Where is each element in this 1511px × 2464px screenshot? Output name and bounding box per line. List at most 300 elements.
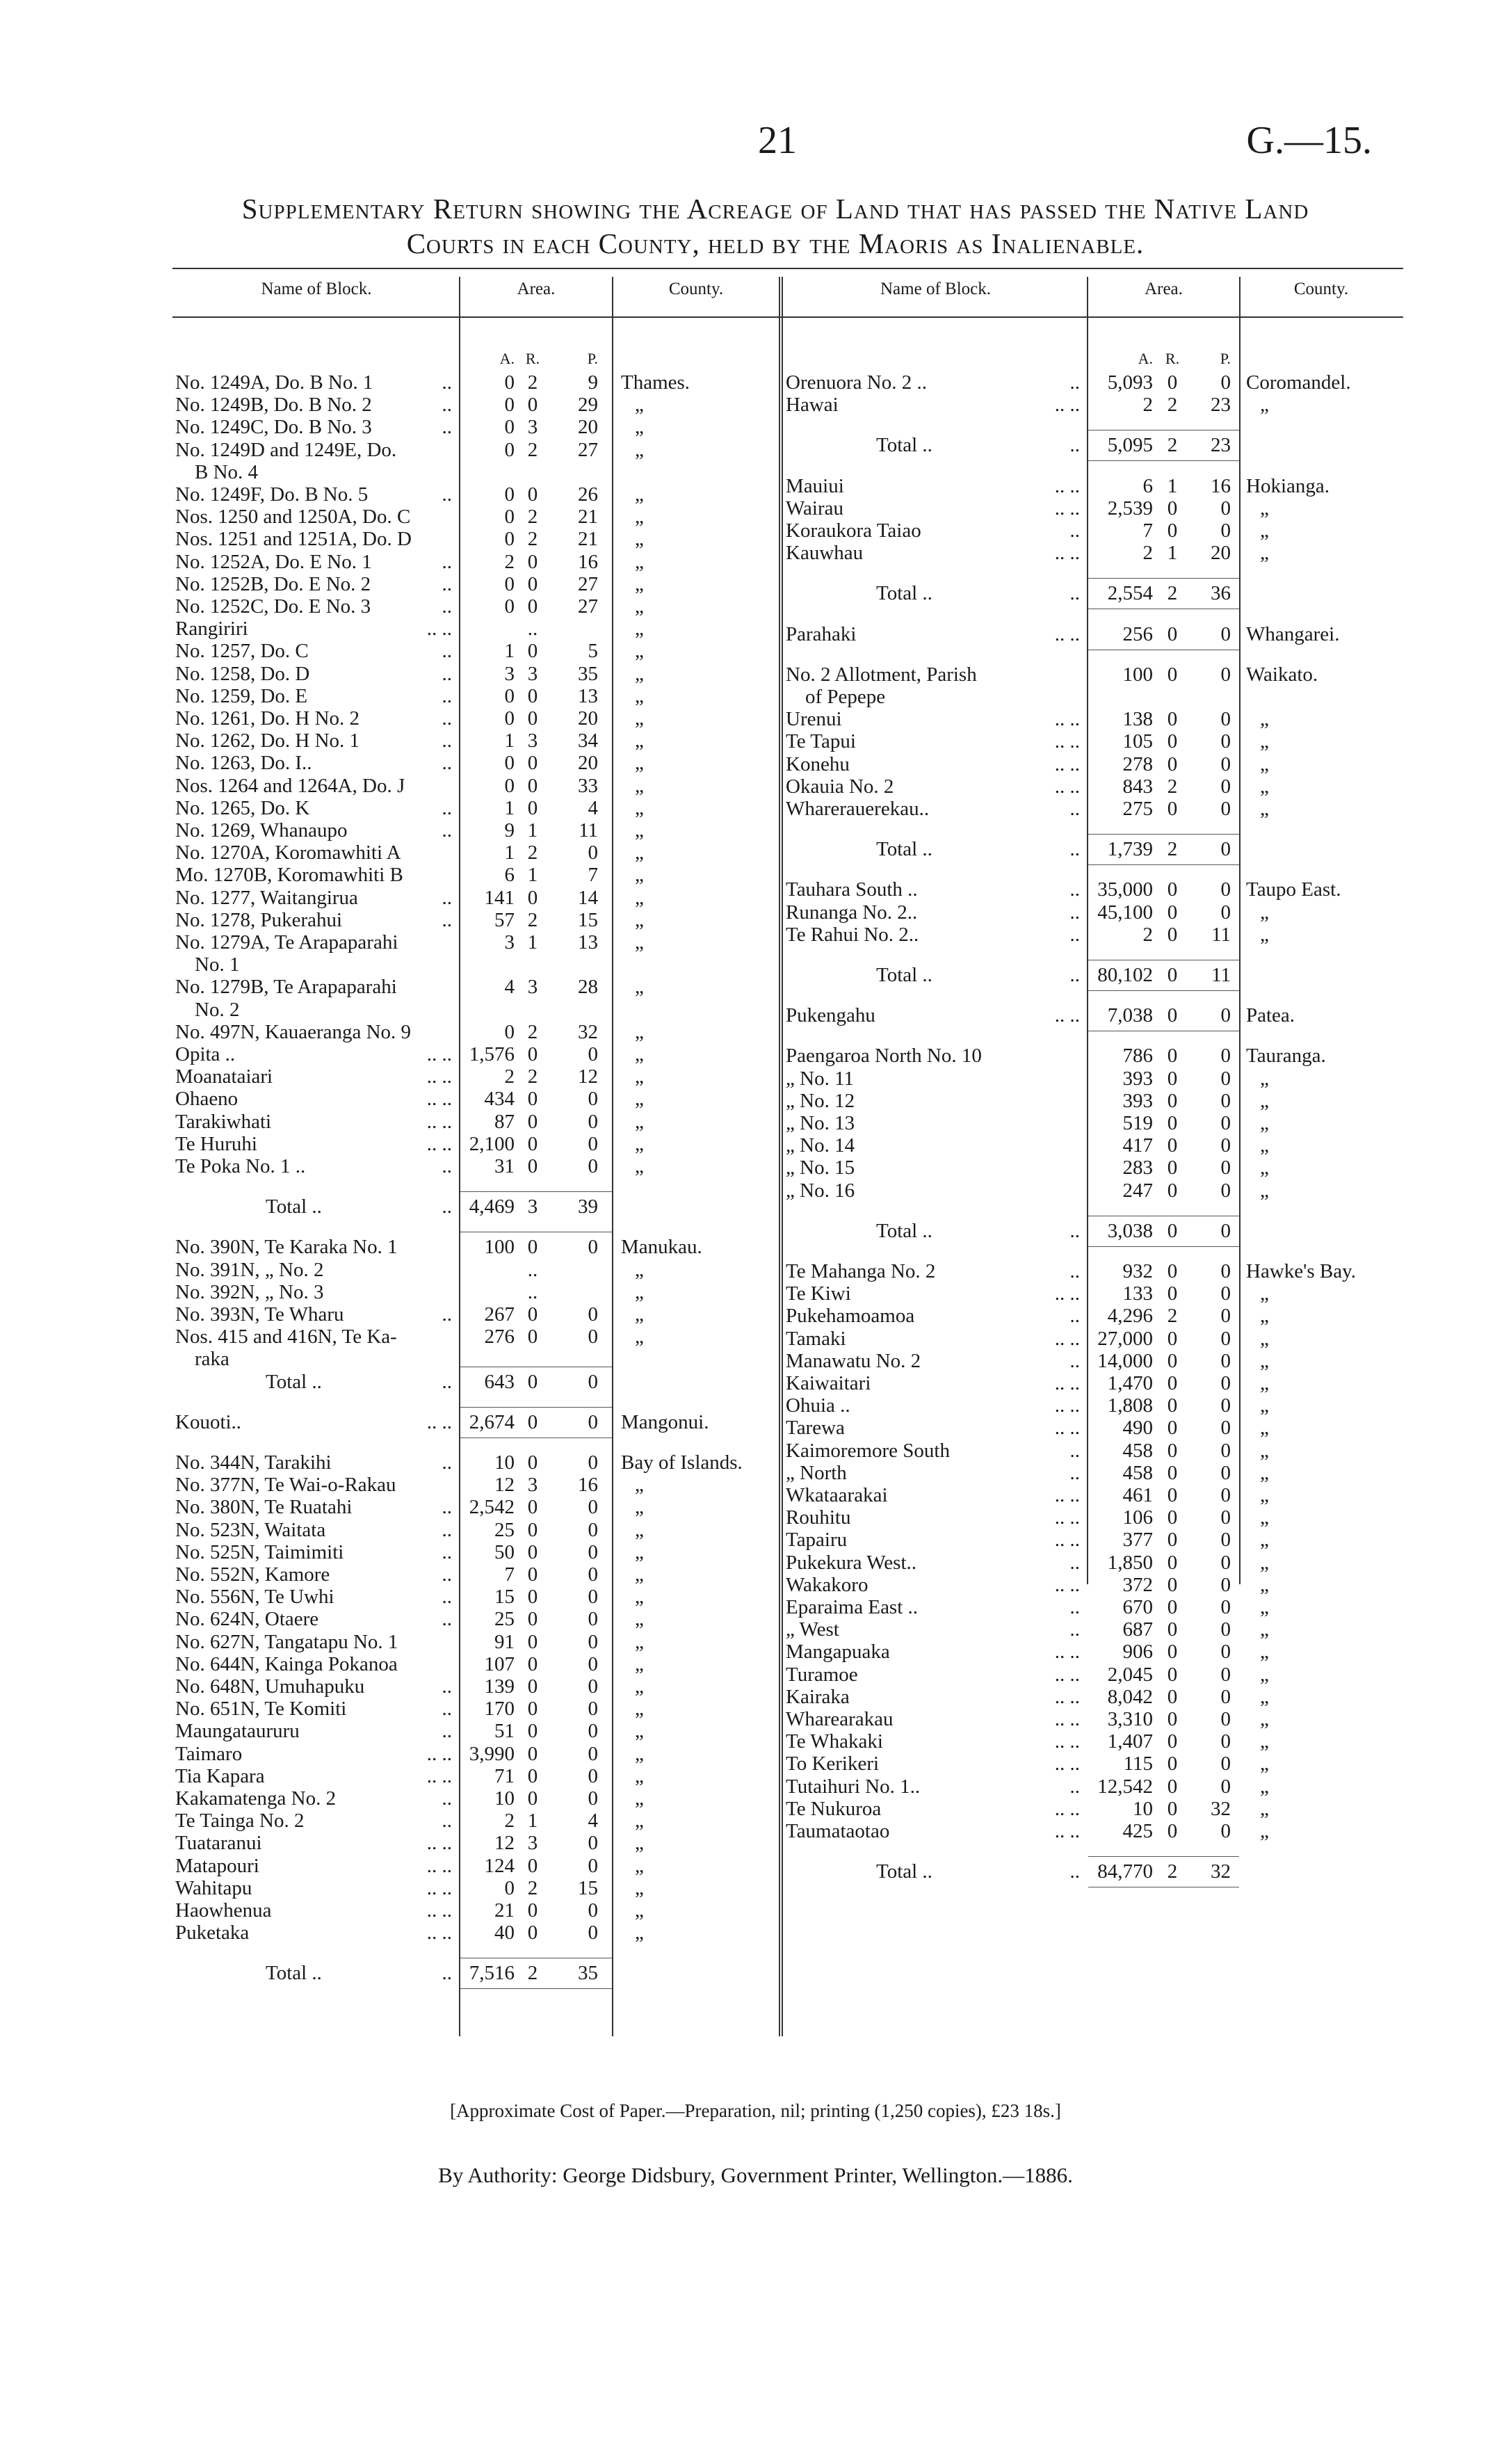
unit-roods: R. xyxy=(1165,350,1180,367)
leader-dots: .. .. xyxy=(426,1043,452,1065)
area-acres: 10 xyxy=(1133,1797,1153,1820)
block-name: Nos. 1251 and 1251A, Do. D xyxy=(175,528,412,551)
leader-dots: .. xyxy=(1069,1618,1080,1641)
area-acres: 0 xyxy=(504,774,515,797)
area-roods: 0 xyxy=(527,1608,538,1631)
area-roods: 2 xyxy=(527,1020,538,1043)
area-perches: 0 xyxy=(1220,775,1231,798)
block-name: Pukehamoamoa xyxy=(786,1305,915,1328)
area-perches: 0 xyxy=(1220,663,1231,686)
area-acres: 31 xyxy=(494,1155,515,1177)
area-roods: 0 xyxy=(1167,1067,1178,1090)
area-acres: 84,770 xyxy=(1097,1860,1153,1883)
block-name: No. 1252C, Do. E No. 3 xyxy=(175,595,371,618)
area-perches: 16 xyxy=(1211,474,1231,497)
area-perches: 0 xyxy=(588,1698,598,1721)
county-name: „ xyxy=(1260,542,1269,565)
county-name: Bay of Islands. xyxy=(621,1451,743,1474)
area-perches: 0 xyxy=(1220,1551,1231,1574)
leader-dots: .. .. xyxy=(426,1764,452,1787)
area-acres: 2,554 xyxy=(1107,582,1153,605)
cost-footnote: [Approximate Cost of Paper.—Preparation, nil; printing (1,250 copies), £23 18s.] xyxy=(450,2100,1061,2121)
area-acres: 40 xyxy=(494,1922,515,1944)
area-roods: 2 xyxy=(527,528,538,551)
block-name: No. 392N, „ No. 3 xyxy=(175,1280,324,1303)
left-header-county: County. xyxy=(668,280,724,298)
county-name: „ xyxy=(1260,1349,1269,1372)
leader-dots: .. xyxy=(442,1586,452,1609)
county-name: „ xyxy=(1260,1417,1269,1440)
block-name: „ No. 12 xyxy=(786,1089,855,1112)
area-perches: 4 xyxy=(588,1810,598,1833)
area-perches: 0 xyxy=(1220,730,1231,753)
area-roods: 0 xyxy=(1167,708,1178,731)
leader-dots: .. .. xyxy=(1054,708,1080,731)
area-roods: 0 xyxy=(527,1303,538,1326)
area-roods: 0 xyxy=(527,1132,538,1155)
county-name: „ xyxy=(635,394,644,417)
area-roods: 2 xyxy=(1167,1860,1178,1883)
county-name: „ xyxy=(635,1043,644,1065)
county-name: „ xyxy=(1260,1663,1269,1686)
county-name: „ xyxy=(635,976,644,999)
leader-dots: .. .. xyxy=(1054,1394,1080,1417)
area-acres: 0 xyxy=(504,1020,515,1043)
area-perches: 0 xyxy=(1220,1157,1231,1179)
block-name: No. 556N, Te Uwhi xyxy=(175,1586,334,1609)
county-name: „ xyxy=(635,528,644,551)
block-name: To Kerikeri xyxy=(786,1753,880,1775)
area-roods: 0 xyxy=(527,774,538,797)
area-perches: 20 xyxy=(578,416,598,439)
area-roods: 0 xyxy=(527,1326,538,1348)
area-roods: 2 xyxy=(527,908,538,931)
block-name: Koraukora Taiao xyxy=(786,520,921,542)
area-roods: 0 xyxy=(1167,1219,1178,1242)
area-acres: 643 xyxy=(484,1370,515,1393)
county-name: „ xyxy=(635,1764,644,1787)
county-name: „ xyxy=(635,1675,644,1698)
area-roods: 0 xyxy=(1167,622,1178,645)
leader-dots: .. xyxy=(1069,1551,1080,1574)
county-name: „ xyxy=(1260,775,1269,798)
area-acres: 2 xyxy=(1142,542,1153,565)
area-acres: 283 xyxy=(1122,1157,1153,1179)
area-perches: 27 xyxy=(578,595,598,618)
area-perches: 0 xyxy=(588,1236,598,1259)
area-perches: 0 xyxy=(1220,1730,1231,1753)
area-acres: 3,990 xyxy=(469,1742,515,1765)
county-name: „ xyxy=(635,1742,644,1765)
leader-dots: .. xyxy=(442,1195,452,1218)
county-name: „ xyxy=(635,1720,644,1743)
area-acres: 1,808 xyxy=(1107,1394,1153,1417)
block-name: No. 380N, Te Ruatahi xyxy=(175,1496,353,1519)
block-name: Moanataiari xyxy=(175,1065,273,1088)
area-roods: 1 xyxy=(527,819,538,842)
area-acres: 170 xyxy=(484,1698,515,1721)
block-name: Total .. xyxy=(876,964,932,986)
leader-dots: .. .. xyxy=(1054,1753,1080,1775)
area-perches: 0 xyxy=(588,1303,598,1326)
area-acres: 3,310 xyxy=(1107,1708,1153,1730)
county-name: „ xyxy=(1260,1282,1269,1305)
table-top-rule xyxy=(172,268,1403,269)
leader-dots: .. xyxy=(1069,1596,1080,1618)
area-acres: 10 xyxy=(494,1787,515,1810)
leader-dots: .. .. xyxy=(1054,1529,1080,1552)
county-name: „ xyxy=(635,1832,644,1855)
leader-dots: .. xyxy=(442,1518,452,1541)
area-acres: 0 xyxy=(504,684,515,707)
county-name: „ xyxy=(635,1326,644,1348)
block-name: No. 624N, Otaere xyxy=(175,1608,319,1631)
area-perches: 0 xyxy=(588,1764,598,1787)
area-perches: 34 xyxy=(578,730,598,752)
block-name: Tapairu xyxy=(786,1529,848,1552)
county-name: Coromandel. xyxy=(1246,371,1351,394)
area-roods: 0 xyxy=(527,572,538,595)
area-roods: 0 xyxy=(1167,1372,1178,1394)
leader-dots: .. xyxy=(442,730,452,752)
left-area-county-divider xyxy=(612,277,613,2036)
area-roods: 0 xyxy=(1167,1282,1178,1305)
area-perches: 0 xyxy=(1220,1685,1231,1708)
block-name: No. 1263, Do. I.. xyxy=(175,752,312,775)
total-rule xyxy=(1088,1856,1239,1857)
county-name: „ xyxy=(635,506,644,529)
area-acres: 10 xyxy=(494,1451,515,1474)
area-perches: 29 xyxy=(578,394,598,417)
leader-dots: .. .. xyxy=(1054,622,1080,645)
block-name: Te Rahui No. 2.. xyxy=(786,923,919,946)
leader-dots: .. xyxy=(442,886,452,909)
county-name: „ xyxy=(635,1854,644,1877)
area-perches: 0 xyxy=(1220,1219,1231,1242)
section-rule xyxy=(1088,864,1239,865)
leader-dots: .. xyxy=(442,640,452,663)
area-perches: 0 xyxy=(588,1630,598,1653)
area-acres: 87 xyxy=(494,1110,515,1133)
section-rule xyxy=(1088,460,1239,461)
area-perches: 0 xyxy=(1220,752,1231,775)
area-acres: 461 xyxy=(1122,1484,1153,1506)
area-perches: 7 xyxy=(588,864,598,887)
county-name: „ xyxy=(1260,1305,1269,1328)
area-acres: 843 xyxy=(1122,775,1153,798)
area-acres: 12 xyxy=(494,1474,515,1497)
area-acres: 1 xyxy=(504,796,515,819)
area-perches: 0 xyxy=(1220,1641,1231,1664)
block-name: „ No. 13 xyxy=(786,1112,855,1134)
leader-dots: .. xyxy=(442,1962,452,1985)
area-perches: 0 xyxy=(1220,1506,1231,1529)
area-acres: 377 xyxy=(1122,1529,1153,1552)
county-name: „ xyxy=(635,707,644,730)
block-name: Wahitapu xyxy=(175,1876,252,1899)
area-roods: 0 xyxy=(1167,798,1178,820)
county-name: „ xyxy=(1260,1685,1269,1708)
block-name: raka xyxy=(195,1348,229,1371)
county-name: „ xyxy=(1260,708,1269,731)
block-name: Nos. 1264 and 1264A, Do. J xyxy=(175,774,405,797)
county-name: „ xyxy=(635,796,644,819)
block-name: No. 391N, „ No. 2 xyxy=(175,1258,324,1281)
area-acres: 27,000 xyxy=(1097,1327,1153,1350)
area-perches: 0 xyxy=(588,1675,598,1698)
leader-dots: .. xyxy=(1069,582,1080,605)
area-roods: 0 xyxy=(1167,1753,1178,1775)
block-name: of Pepepe xyxy=(805,686,886,708)
county-name: „ xyxy=(635,483,644,506)
leader-dots: .. .. xyxy=(1054,1641,1080,1664)
area-perches: 23 xyxy=(1211,434,1231,457)
county-name: Hawke's Bay. xyxy=(1246,1260,1356,1282)
area-perches: 0 xyxy=(588,1540,598,1563)
area-perches: 33 xyxy=(578,774,598,797)
block-name: Rangiriri xyxy=(175,618,248,641)
county-name: „ xyxy=(635,1303,644,1326)
area-acres: 106 xyxy=(1122,1506,1153,1529)
area-perches: 0 xyxy=(588,1586,598,1609)
area-roods: .. xyxy=(527,1258,538,1281)
area-acres: 25 xyxy=(494,1518,515,1541)
block-name: Kaiwaitari xyxy=(786,1372,871,1394)
area-perches: 0 xyxy=(1220,1260,1231,1282)
block-name: No. 1259, Do. E xyxy=(175,684,308,707)
leader-dots: .. xyxy=(442,796,452,819)
county-name: „ xyxy=(635,618,644,641)
block-name: No. 2 xyxy=(195,998,240,1021)
area-acres: 0 xyxy=(504,438,515,461)
leader-dots: .. xyxy=(1069,1305,1080,1328)
leader-dots: .. xyxy=(442,662,452,685)
leader-dots: .. .. xyxy=(426,1065,452,1088)
county-name: „ xyxy=(1260,520,1269,542)
area-acres: 138 xyxy=(1122,708,1153,731)
area-perches: 0 xyxy=(588,1899,598,1922)
area-acres: 3 xyxy=(504,662,515,685)
leader-dots: .. .. xyxy=(1054,775,1080,798)
area-roods: 0 xyxy=(1167,1573,1178,1596)
leader-dots: .. .. xyxy=(426,1854,452,1877)
area-acres: 7 xyxy=(504,1563,515,1586)
area-roods: 0 xyxy=(1167,752,1178,775)
county-name: „ xyxy=(635,752,644,775)
area-perches: 0 xyxy=(1220,1327,1231,1350)
area-acres: 133 xyxy=(1122,1282,1153,1305)
leader-dots: .. xyxy=(1069,434,1080,457)
leader-dots: .. .. xyxy=(426,618,452,641)
area-perches: 0 xyxy=(1220,622,1231,645)
document-reference: G.—15. xyxy=(1246,119,1372,162)
area-roods: 0 xyxy=(1167,1641,1178,1664)
block-name: No. 393N, Te Wharu xyxy=(175,1303,344,1326)
county-name: „ xyxy=(635,1518,644,1541)
area-roods: 1 xyxy=(1167,474,1178,497)
area-roods: 0 xyxy=(1167,1797,1178,1820)
block-name: No. 344N, Tarakihi xyxy=(175,1451,332,1474)
area-roods: 0 xyxy=(527,1764,538,1787)
area-perches: 20 xyxy=(578,707,598,730)
block-name: „ No. 15 xyxy=(786,1157,855,1179)
area-acres: 7 xyxy=(1142,520,1153,542)
area-roods: 2 xyxy=(1167,1305,1178,1328)
leader-dots: .. xyxy=(1069,798,1080,820)
area-acres: 141 xyxy=(484,886,515,909)
leader-dots: .. xyxy=(442,371,452,394)
area-roods: 0 xyxy=(527,1899,538,1922)
block-name: Te Poka No. 1 .. xyxy=(175,1155,306,1177)
county-name: „ xyxy=(1260,798,1269,820)
county-name: „ xyxy=(635,1110,644,1133)
block-name: Maungataururu xyxy=(175,1720,300,1743)
county-name: „ xyxy=(1260,1394,1269,1417)
area-perches: 0 xyxy=(1220,1282,1231,1305)
county-name: „ xyxy=(1260,923,1269,946)
area-perches: 0 xyxy=(1220,1112,1231,1134)
area-roods: 0 xyxy=(527,1675,538,1698)
county-name: „ xyxy=(1260,1327,1269,1350)
county-name: „ xyxy=(635,1132,644,1155)
county-name: „ xyxy=(635,1496,644,1519)
county-name: „ xyxy=(635,438,644,461)
area-perches: 0 xyxy=(1220,1417,1231,1440)
block-name: Total .. xyxy=(876,1860,932,1883)
area-perches: 20 xyxy=(578,752,598,775)
area-roods: 0 xyxy=(527,1652,538,1675)
area-roods: .. xyxy=(527,1280,538,1303)
area-acres: 5,095 xyxy=(1107,434,1153,457)
area-acres: 15 xyxy=(494,1586,515,1609)
leader-dots: .. xyxy=(442,1698,452,1721)
area-acres: 124 xyxy=(484,1854,515,1877)
area-acres: 0 xyxy=(504,572,515,595)
area-roods: 0 xyxy=(1167,497,1178,520)
area-acres: 80,102 xyxy=(1097,964,1153,986)
area-perches: 0 xyxy=(1220,1461,1231,1484)
county-name: „ xyxy=(1260,1112,1269,1134)
block-name: Hawai xyxy=(786,394,839,417)
block-name: No. 1258, Do. D xyxy=(175,662,310,685)
area-perches: 32 xyxy=(1211,1860,1231,1883)
area-acres: 0 xyxy=(504,394,515,417)
block-name: Pukengahu xyxy=(786,1004,875,1027)
block-name: Parahaki xyxy=(786,622,857,645)
area-roods: 0 xyxy=(527,1540,538,1563)
area-roods: 0 xyxy=(527,796,538,819)
area-roods: 0 xyxy=(1167,1045,1178,1068)
leader-dots: .. .. xyxy=(1054,542,1080,565)
block-name: No. 1261, Do. H No. 2 xyxy=(175,707,360,730)
county-name: „ xyxy=(1260,1753,1269,1775)
county-name: „ xyxy=(635,662,644,685)
block-name: Konehu xyxy=(786,752,850,775)
area-roods: 0 xyxy=(527,1742,538,1765)
area-perches: 0 xyxy=(1220,1394,1231,1417)
block-name: „ No. 14 xyxy=(786,1134,855,1157)
county-name: „ xyxy=(635,1088,644,1111)
area-perches: 14 xyxy=(578,886,598,909)
county-name: „ xyxy=(635,1474,644,1497)
county-name: „ xyxy=(635,572,644,595)
area-perches: 0 xyxy=(1220,1089,1231,1112)
county-name: „ xyxy=(1260,497,1269,520)
leader-dots: .. xyxy=(442,1675,452,1698)
area-perches: 0 xyxy=(1220,520,1231,542)
area-perches: 27 xyxy=(578,438,598,461)
block-name: Kaimoremore South xyxy=(786,1439,950,1462)
area-roods: 0 xyxy=(1167,1260,1178,1282)
block-name: Tutaihuri No. 1.. xyxy=(786,1775,921,1798)
area-perches: 0 xyxy=(588,1088,598,1111)
block-name: Matapouri xyxy=(175,1854,259,1877)
area-roods: 1 xyxy=(527,931,538,953)
block-name: Mo. 1270B, Koromawhiti B xyxy=(175,864,403,887)
leader-dots: .. .. xyxy=(1054,394,1080,417)
block-name: Te Huruhi xyxy=(175,1132,257,1155)
leader-dots: .. .. xyxy=(1054,1730,1080,1753)
leader-dots: .. .. xyxy=(426,1922,452,1944)
area-acres: 2 xyxy=(504,1810,515,1833)
block-name: Wharearakau xyxy=(786,1708,894,1730)
block-name: Haowhenua xyxy=(175,1899,272,1922)
leader-dots: .. xyxy=(442,1787,452,1810)
leader-dots: .. xyxy=(1069,1260,1080,1282)
area-acres: 417 xyxy=(1122,1134,1153,1157)
leader-dots: .. .. xyxy=(1054,1484,1080,1506)
area-roods: 0 xyxy=(527,1451,538,1474)
county-name: „ xyxy=(1260,1484,1269,1506)
block-name: Te Whakaki xyxy=(786,1730,883,1753)
area-acres: 393 xyxy=(1122,1089,1153,1112)
area-perches: 0 xyxy=(588,1518,598,1541)
block-name: Total .. xyxy=(266,1370,322,1393)
area-roods: 0 xyxy=(527,1410,538,1433)
leader-dots: .. xyxy=(442,1810,452,1833)
area-perches: 0 xyxy=(1220,1484,1231,1506)
area-acres: 2,674 xyxy=(469,1410,515,1433)
area-acres: 458 xyxy=(1122,1439,1153,1462)
area-roods: 0 xyxy=(1167,1112,1178,1134)
county-name: „ xyxy=(635,1563,644,1586)
block-name: Paengaroa North No. 10 xyxy=(786,1045,982,1068)
block-name: Tamaki xyxy=(786,1327,846,1350)
total-rule xyxy=(460,1407,612,1408)
area-acres: 14,000 xyxy=(1097,1349,1153,1372)
area-roods: 0 xyxy=(527,1720,538,1743)
area-acres: 458 xyxy=(1122,1461,1153,1484)
leader-dots: .. .. xyxy=(1054,1685,1080,1708)
block-name: Opita .. xyxy=(175,1043,236,1065)
area-acres: 100 xyxy=(1122,663,1153,686)
leader-dots: .. xyxy=(442,1720,452,1743)
leader-dots: .. xyxy=(442,1563,452,1586)
section-rule xyxy=(1088,1246,1239,1247)
area-roods: 0 xyxy=(1167,878,1178,901)
county-name: „ xyxy=(1260,1618,1269,1641)
area-roods: 0 xyxy=(1167,1134,1178,1157)
area-acres: 100 xyxy=(484,1236,515,1259)
block-name: „ North xyxy=(786,1461,847,1484)
area-roods: 0 xyxy=(1167,1775,1178,1798)
area-roods: 0 xyxy=(527,1922,538,1944)
area-roods: 0 xyxy=(1167,1618,1178,1641)
area-roods: 0 xyxy=(527,707,538,730)
page-number: 21 xyxy=(758,119,797,162)
right-header-name: Name of Block. xyxy=(880,280,991,298)
area-acres: 2 xyxy=(1142,394,1153,417)
